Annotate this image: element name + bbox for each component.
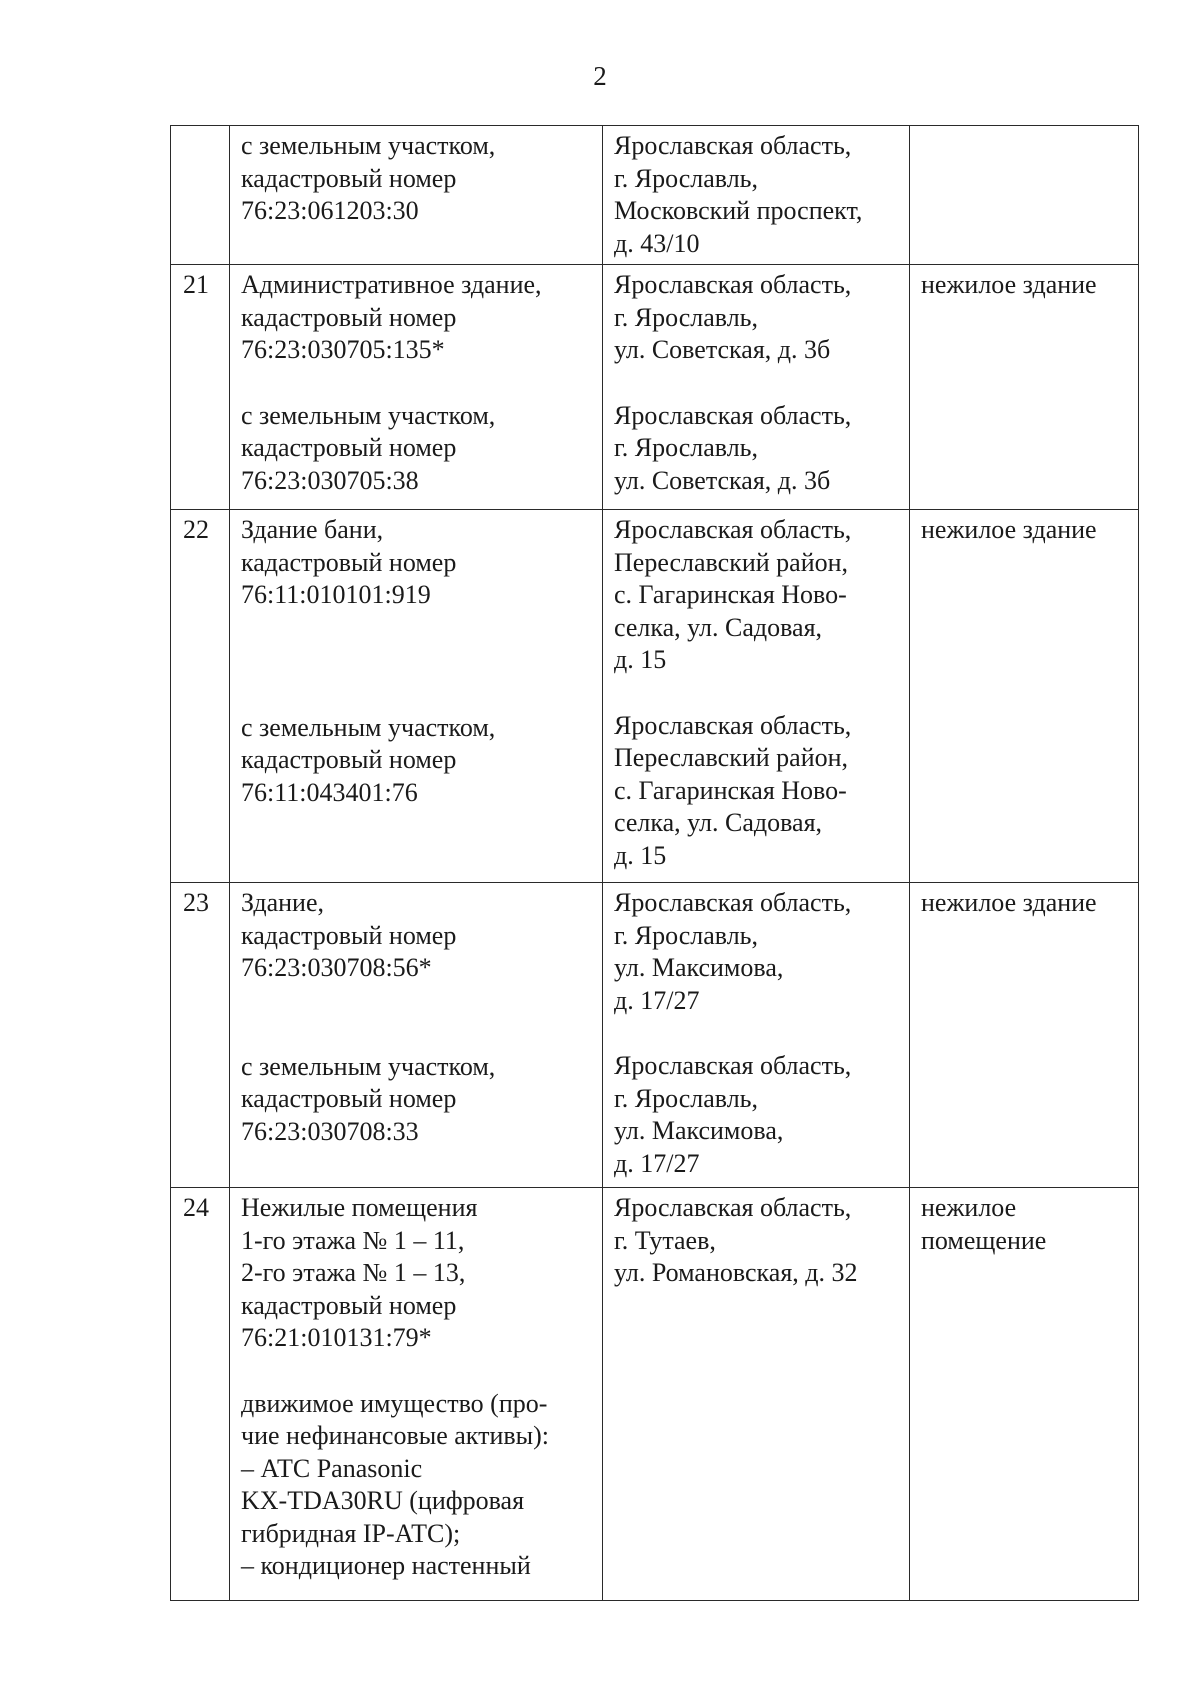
land-name-line: с земельным участком,	[241, 712, 496, 742]
object-name-line: Нежилые помещения	[241, 1193, 478, 1222]
movable-property-line: чие нефинансовые активы):	[241, 1421, 549, 1450]
land-address-line: селка, ул. Садовая,	[614, 808, 823, 837]
object-type-cell	[910, 510, 1139, 883]
movable-property-line: – кондиционер настенный	[241, 1551, 531, 1580]
row-number: 24	[171, 1188, 230, 1601]
land-name-line: с земельным участком,	[241, 400, 496, 430]
object-name-line: с земельным участком,	[241, 131, 496, 160]
address-line: г. Ярославль,	[614, 302, 759, 332]
address-line: г. Ярославль,	[614, 163, 759, 193]
object-name-line: Здание,	[241, 888, 325, 917]
address-line: ул. Максимова,	[614, 953, 784, 982]
land-address-line: ул. Максимова,	[614, 1116, 784, 1145]
land-address-line: д. 15	[614, 840, 667, 870]
object-type-line: нежилое здание	[921, 888, 1097, 917]
address-cell	[603, 883, 910, 1188]
table-row	[171, 510, 1139, 883]
address-line: Московский проспект,	[614, 196, 863, 225]
address-line: Ярославская область,	[614, 888, 852, 917]
object-name-line: 76:11:010101:919	[241, 580, 431, 609]
address-line: Переславский район,	[614, 547, 849, 577]
address-line: г. Ярославль,	[614, 920, 759, 950]
land-address-line: Ярославская область,	[614, 1051, 852, 1080]
object-name-line: Административное здание,	[241, 270, 542, 299]
object-name-line: 76:21:010131:79*	[241, 1323, 432, 1352]
table-row	[171, 265, 1139, 510]
land-name-line: 76:23:030705:38	[241, 465, 419, 495]
table-row	[171, 126, 1139, 265]
object-name-cell	[230, 883, 603, 1188]
object-name-cell	[230, 126, 603, 265]
object-type-line: нежилое здание	[921, 270, 1097, 299]
land-address-line: г. Ярославль,	[614, 433, 759, 462]
address-line: Ярославская область,	[614, 515, 852, 544]
object-name-line: кадастровый номер	[241, 920, 457, 950]
address-line: ул. Романовская, д. 32	[614, 1258, 858, 1287]
movable-property-line: KX-TDA30RU (цифровая	[241, 1486, 525, 1515]
land-address-line: Переславский район,	[614, 743, 849, 772]
land-address-line: с. Гагаринская Ново-	[614, 775, 847, 805]
object-type-line: нежилое здание	[921, 515, 1097, 544]
address-cell	[603, 265, 910, 510]
address-line: д. 43/10	[614, 228, 700, 258]
address-line: Ярославская область,	[614, 131, 852, 160]
row-number: 23	[171, 883, 230, 1188]
object-type-cell	[910, 126, 1139, 265]
object-name-line: кадастровый номер	[241, 1290, 457, 1320]
movable-property-line: движимое имущество (про-	[241, 1388, 548, 1418]
object-name-line: 76:23:030705:135*	[241, 335, 445, 364]
object-name-line: 2-го этажа № 1 – 13,	[241, 1258, 466, 1287]
land-address-line: д. 17/27	[614, 1148, 700, 1178]
address-cell	[603, 126, 910, 265]
property-table	[170, 125, 1139, 1601]
land-name-line: кадастровый номер	[241, 433, 457, 462]
land-name-line: кадастровый номер	[241, 1084, 457, 1113]
row-number: 21	[171, 265, 230, 510]
land-address-line: Ярославская область,	[614, 710, 852, 740]
row-number: 22	[171, 510, 230, 883]
object-type-cell	[910, 883, 1139, 1188]
land-name-line: 76:23:030708:33	[241, 1116, 419, 1146]
object-name-line: 76:23:030708:56*	[241, 953, 432, 982]
object-type-cell	[910, 1188, 1139, 1601]
address-line: г. Тутаев,	[614, 1225, 716, 1255]
land-address-line: г. Ярославль,	[614, 1083, 759, 1113]
object-name-cell	[230, 265, 603, 510]
table-row	[171, 1188, 1139, 1601]
address-line: с. Гагаринская Ново-	[614, 580, 847, 609]
land-name-line: с земельным участком,	[241, 1051, 496, 1081]
address-line: селка, ул. Садовая,	[614, 612, 823, 642]
address-cell	[603, 510, 910, 883]
object-name-line: 76:23:061203:30	[241, 196, 419, 225]
page-number: 2	[593, 61, 607, 91]
object-name-line: 1-го этажа № 1 – 11,	[241, 1225, 465, 1255]
land-address-line: ул. Советская, д. 3б	[614, 465, 831, 495]
object-type-line: помещение	[921, 1225, 1047, 1255]
movable-property-line: – АТС Panasonic	[241, 1453, 423, 1483]
object-type-cell	[910, 265, 1139, 510]
movable-property-line: гибридная IP-АТС);	[241, 1518, 461, 1548]
land-name-line: кадастровый номер	[241, 745, 457, 774]
object-name-line: кадастровый номер	[241, 163, 457, 193]
address-cell	[603, 1188, 910, 1601]
object-name-cell	[230, 1188, 603, 1601]
address-line: Ярославская область,	[614, 1193, 852, 1222]
address-line: ул. Советская, д. 3б	[614, 335, 831, 364]
address-line: Ярославская область,	[614, 270, 852, 299]
object-name-line: Здание бани,	[241, 515, 384, 544]
object-name-cell	[230, 510, 603, 883]
object-name-line: кадастровый номер	[241, 547, 457, 577]
land-address-line: Ярославская область,	[614, 400, 852, 430]
address-line: д. 17/27	[614, 985, 700, 1015]
address-line: д. 15	[614, 645, 667, 674]
land-name-line: 76:11:043401:76	[241, 777, 418, 807]
object-type-line: нежилое	[921, 1193, 1017, 1222]
table-row	[171, 883, 1139, 1188]
object-name-line: кадастровый номер	[241, 302, 457, 332]
row-number	[171, 126, 230, 265]
